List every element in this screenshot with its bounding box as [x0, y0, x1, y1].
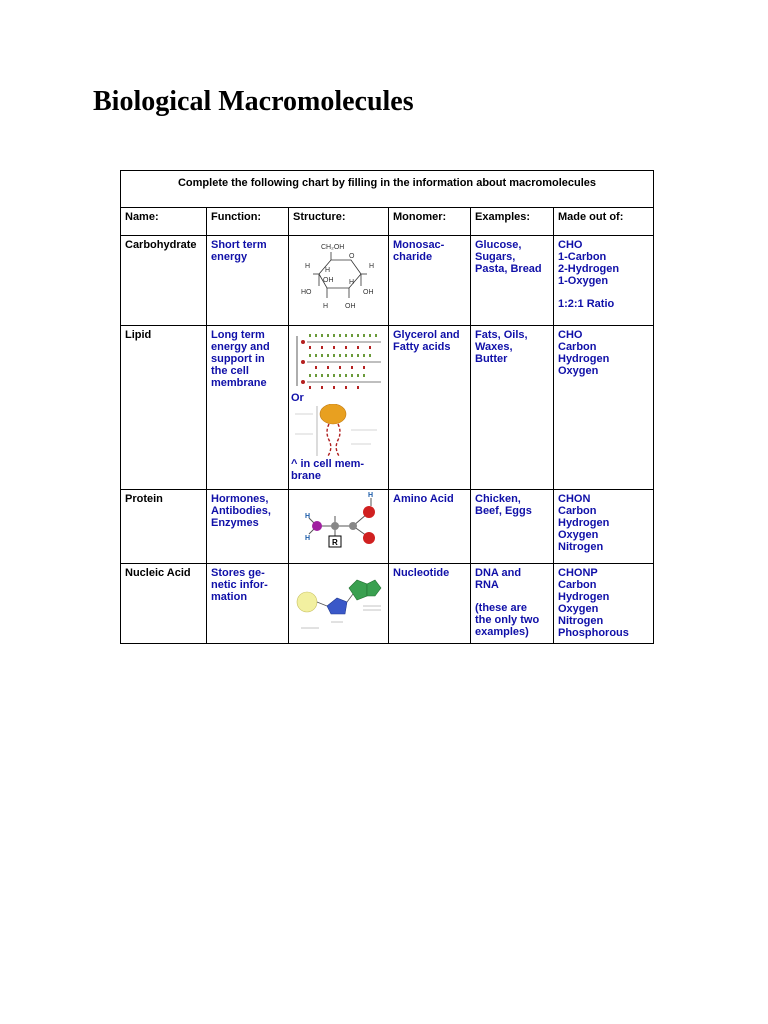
- made-of-line: CHONP: [558, 567, 598, 579]
- oh-label: OH: [363, 289, 374, 296]
- function-line: Long term: [211, 329, 265, 341]
- made-of-line: 1-Carbon: [558, 251, 607, 263]
- function-line: Antibodies,: [211, 505, 271, 517]
- triglyceride-structure-icon: [291, 328, 387, 392]
- caption-line: ^ in cell mem-: [291, 458, 365, 470]
- examples-line: Butter: [475, 353, 508, 365]
- made-of-line: Hydrogen: [558, 591, 610, 603]
- monomer-line: Glycerol and: [393, 329, 460, 341]
- row-made-of: [554, 236, 654, 326]
- row-examples: [471, 326, 554, 490]
- made-of-line: Oxygen: [558, 603, 599, 615]
- row-name: Protein: [121, 490, 207, 564]
- function-line: netic infor-: [211, 579, 268, 591]
- made-of-line: Nitrogen: [558, 541, 604, 553]
- row-structure: [289, 490, 389, 564]
- examples-line: Pasta, Bread: [475, 263, 542, 275]
- row-name: Nucleic Acid: [121, 564, 207, 644]
- function-line: Stores ge-: [211, 567, 265, 579]
- r-group-label: R: [332, 538, 338, 547]
- row-monomer: [389, 490, 471, 564]
- glucose-ring-structure-icon: [291, 238, 387, 320]
- examples-line: Fats, Oils,: [475, 329, 528, 341]
- examples-note-line: (these are: [475, 602, 527, 614]
- made-of-line: CHON: [558, 493, 591, 505]
- row-function: [207, 236, 289, 326]
- function-line: membrane: [211, 377, 267, 389]
- macromolecules-table: [120, 170, 654, 644]
- row-monomer: [389, 236, 471, 326]
- header-examples: Examples:: [471, 208, 554, 236]
- row-function: [207, 564, 289, 644]
- phospholipid-icon: [291, 404, 387, 458]
- header-made-out-of: Made out of:: [554, 208, 654, 236]
- row-name: Carbohydrate: [121, 236, 207, 326]
- header-function: Function:: [207, 208, 289, 236]
- header-row: [121, 208, 654, 236]
- made-of-line: Oxygen: [558, 529, 599, 541]
- made-of-line: 1-Oxygen: [558, 275, 609, 287]
- row-structure: [289, 236, 389, 326]
- amino-acid-structure-icon: [291, 492, 387, 558]
- h-label: H: [305, 535, 311, 542]
- row-examples: [471, 236, 554, 326]
- table-row-carbohydrate: [121, 236, 654, 326]
- function-line: support in: [211, 353, 265, 365]
- monomer-line: charide: [393, 251, 433, 263]
- table-instruction: Complete the following chart by filling in the information about macromolecules: [121, 171, 654, 208]
- made-of-line: Hydrogen: [558, 353, 610, 365]
- header-monomer: Monomer:: [389, 208, 471, 236]
- or-label: Or: [291, 392, 304, 404]
- function-line: energy and: [211, 341, 270, 353]
- monomer-line: Nucleotide: [393, 567, 450, 579]
- made-of-line: Oxygen: [558, 365, 599, 377]
- page-title: Biological Macromolecules: [93, 86, 414, 117]
- ratio-line: 1:2:1 Ratio: [558, 298, 615, 310]
- examples-line: Chicken,: [475, 493, 521, 505]
- h-label: H: [323, 303, 329, 310]
- oh-label: OH: [345, 303, 356, 310]
- made-of-line: Hydrogen: [558, 517, 610, 529]
- ho-label: HO: [301, 289, 312, 296]
- made-of-line: Phosphorous: [558, 627, 629, 639]
- row-function: [207, 326, 289, 490]
- row-monomer: [389, 564, 471, 644]
- made-of-line: CHO: [558, 329, 583, 341]
- h-label: H: [369, 263, 375, 270]
- nucleotide-structure-icon: [291, 566, 387, 638]
- examples-line: Glucose,: [475, 239, 522, 251]
- monomer-line: Monosac-: [393, 239, 445, 251]
- function-line: Enzymes: [211, 517, 259, 529]
- row-made-of: [554, 564, 654, 644]
- function-line: mation: [211, 591, 248, 603]
- oh-label: OH: [323, 277, 334, 284]
- table-row-protein: [121, 490, 654, 564]
- table-row-nucleic-acid: [121, 564, 654, 644]
- header-name: Name:: [121, 208, 207, 236]
- made-of-line: Carbon: [558, 579, 597, 591]
- made-of-line: Carbon: [558, 341, 597, 353]
- row-name: Lipid: [121, 326, 207, 490]
- function-line: Short term: [211, 239, 267, 251]
- header-structure: Structure:: [289, 208, 389, 236]
- monomer-line: Fatty acids: [393, 341, 451, 353]
- row-examples: [471, 564, 554, 644]
- examples-line: Waxes,: [475, 341, 513, 353]
- examples-note-line: the only two: [475, 614, 540, 626]
- h-label: H: [305, 263, 311, 270]
- ch2oh-label: CH₂OH: [321, 244, 345, 251]
- made-of-line: CHO: [558, 239, 583, 251]
- o-label: O: [349, 253, 355, 260]
- row-function: [207, 490, 289, 564]
- made-of-line: Nitrogen: [558, 615, 604, 627]
- examples-note-line: examples): [475, 626, 529, 638]
- row-made-of: [554, 490, 654, 564]
- h-label: H: [368, 492, 374, 499]
- row-examples: [471, 490, 554, 564]
- caption-line: brane: [291, 470, 321, 482]
- membrane-caption: [291, 458, 386, 482]
- function-line: energy: [211, 251, 248, 263]
- table-row-lipid: [121, 326, 654, 490]
- function-line: Hormones,: [211, 493, 269, 505]
- row-structure: [289, 564, 389, 644]
- monomer-line: Amino Acid: [393, 493, 454, 505]
- examples-line: Beef, Eggs: [475, 505, 532, 517]
- examples-line: Sugars,: [475, 251, 516, 263]
- examples-line: DNA and: [475, 567, 522, 579]
- examples-line: RNA: [475, 579, 499, 591]
- made-of-line: Carbon: [558, 505, 597, 517]
- row-made-of: [554, 326, 654, 490]
- h-label: H: [349, 279, 355, 286]
- h-label: H: [305, 513, 311, 520]
- row-structure: [289, 326, 389, 490]
- function-line: the cell: [211, 365, 249, 377]
- h-label: H: [325, 267, 331, 274]
- row-monomer: [389, 326, 471, 490]
- made-of-line: 2-Hydrogen: [558, 263, 620, 275]
